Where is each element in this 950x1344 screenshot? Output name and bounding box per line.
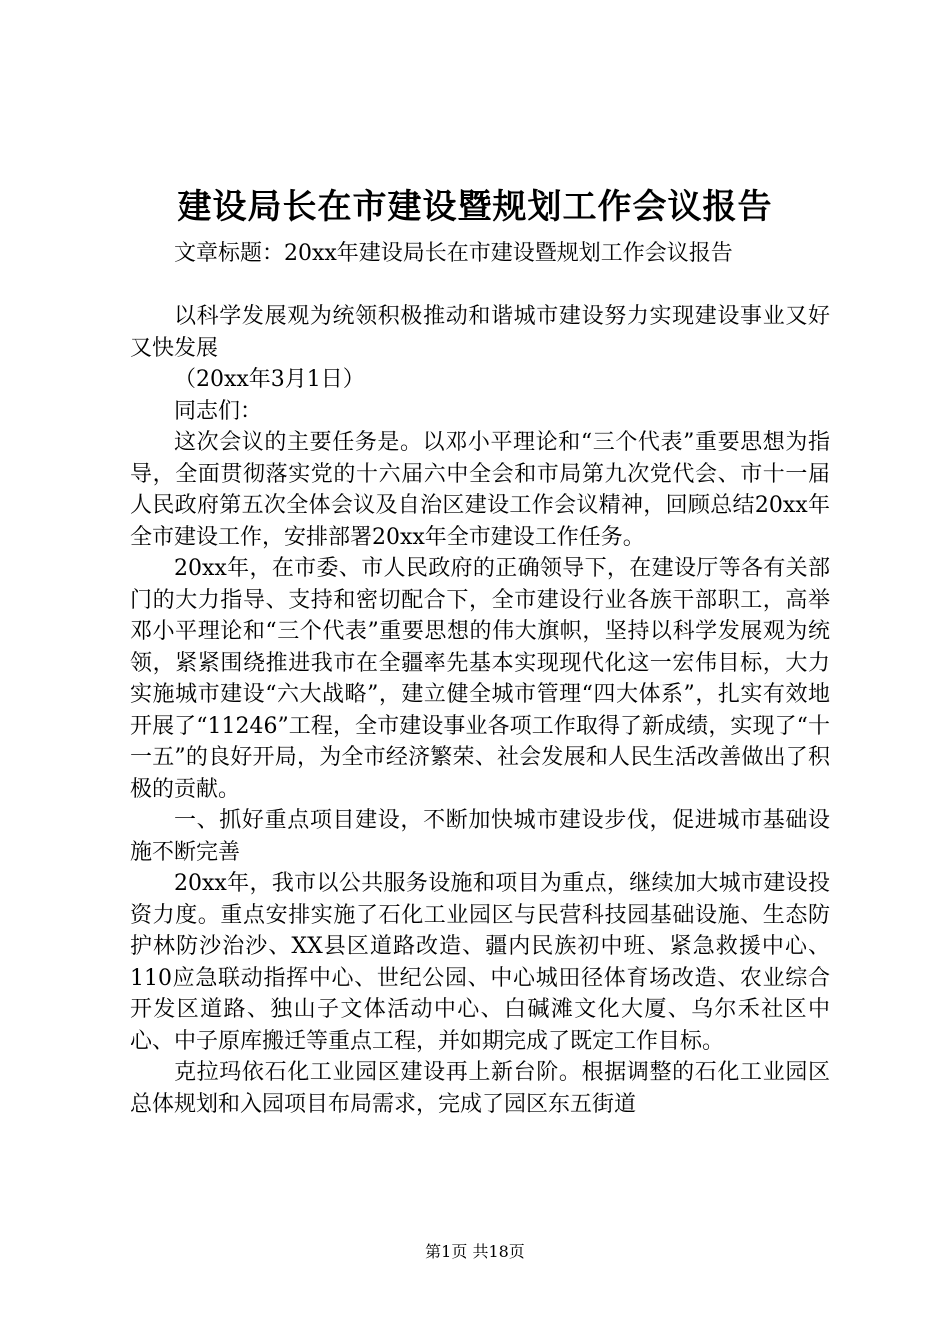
speech-date: （20xx年3月1日） — [174, 367, 365, 392]
article-title-line: 文章标题：20xx年建设局长在市建设暨规划工作会议报告 — [174, 241, 733, 266]
document-title: 建设局长在市建设暨规划工作会议报告 — [177, 187, 773, 227]
body-paragraph: 克拉玛依石化工业园区建设再上新台阶。根据调整的石化工业园区总体规划和入园项目布局需求，完成了园区东五街道 — [130, 1060, 830, 1117]
body-paragraph: 20xx年，我市以公共服务设施和项目为重点，继续加大城市建设投资力度。重点安排实施了石化工业园区与民营科技园基础设施、生态防护林防沙治沙、XX县区道路改造、疆内民族初中班、紧急救援中心、110应急联动指挥中心、世纪公园、中心城田径体育场改造、农业综合开发区道路、独山子文体活动中心、白碱滩文化大厦、乌尔禾社区中心、中子原库搬迁等重点工程，并如期完成了既定工作目标。 — [130, 871, 830, 1054]
document-body — [130, 238, 830, 1120]
body-paragraph: 这次会议的主要任务是。以邓小平理论和“三个代表”重要思想为指导，全面贯彻落实党的十六届六中全会和市局第九次党代会、市十一届人民政府第五次全体会议及自治区建设工作会议精神，回顾总结20xx年全市建设工作，安排部署20xx年全市建设工作任务。 — [130, 430, 830, 550]
section-heading: 一、抓好重点项目建设，不断加快城市建设步伐，促进城市基础设施不断完善 — [130, 808, 830, 865]
blank-line — [130, 270, 830, 302]
salutation: 同志们： — [174, 398, 263, 424]
speech-heading: 以科学发展观为统领积极推动和谐城市建设努力实现建设事业又好又快发展 — [130, 304, 830, 361]
page-footer: 第1页 共18页 — [425, 1242, 525, 1261]
body-paragraph: 20xx年，在市委、市人民政府的正确领导下，在建设厅等各有关部门的大力指导、支持和密切配合下，全市建设行业各族干部职工，高举邓小平理论和“三个代表”重要思想的伟大旗帜，坚持以科学发展观为统领，紧紧围绕推进我市在全疆率先基本实现现代化这一宏伟目标，大力实施城市建设“六大战略”，建立健全城市管理“四大体系”，扎实有效地开展了“11246”工程，全市建设事业各项工作取得了新成绩，实现了“十一五”的良好开局，为全市经济繁荣、社会发展和人民生活改善做出了积极的贡献。 — [130, 556, 830, 802]
